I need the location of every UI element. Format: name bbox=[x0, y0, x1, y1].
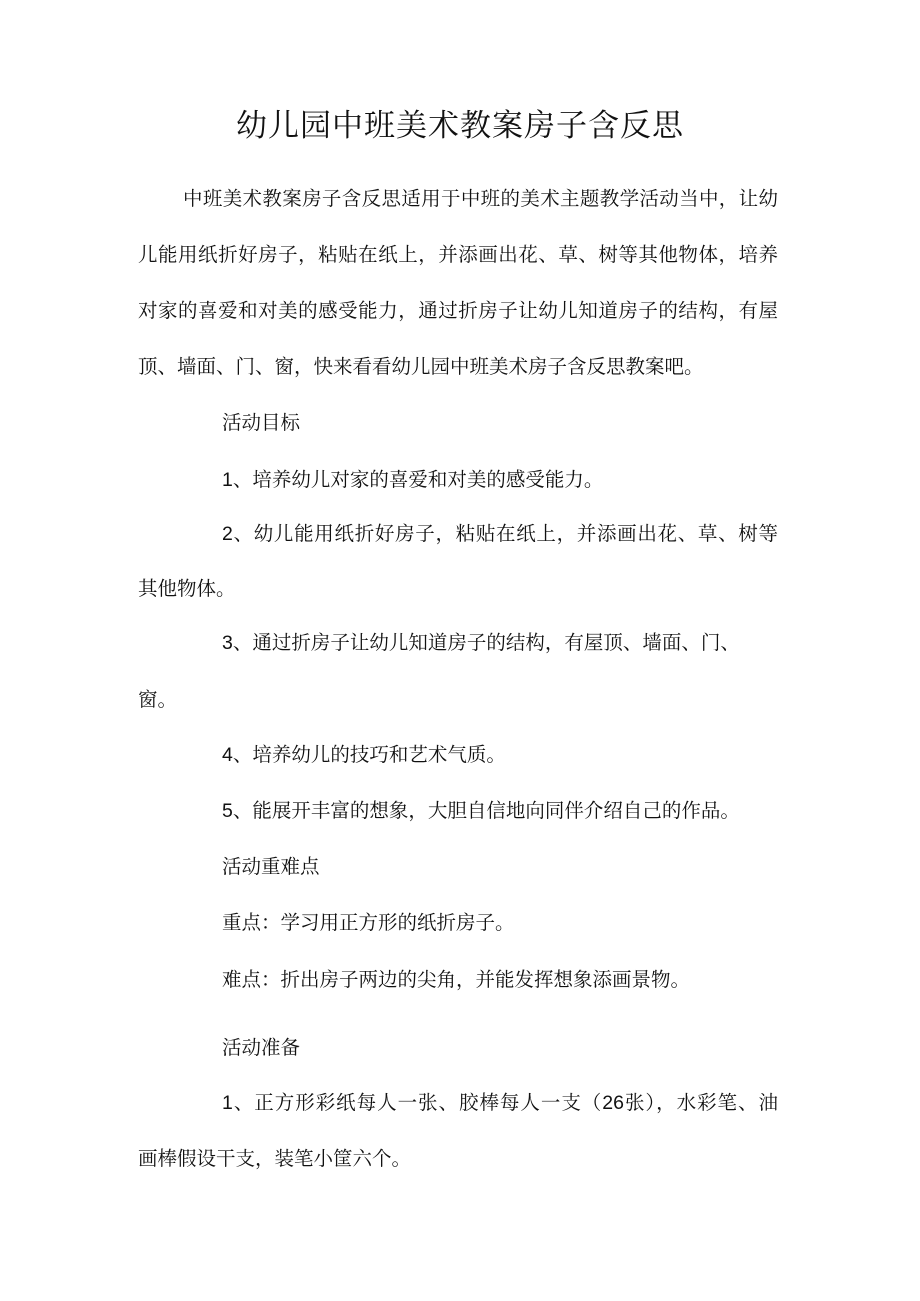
prep-number: 1 bbox=[222, 1092, 233, 1114]
intro-line-3: 对家的喜爱和对美的感受能力，通过折房子让幼儿知道房子的结构，有屋 bbox=[138, 299, 778, 322]
intro-line-2: 儿能用纸折好房子，粘贴在纸上，并添画出花、草、树等其他物体，培养 bbox=[138, 243, 778, 266]
prep-text-a: 、正方形彩纸每人一张、胶棒每人一支（ bbox=[232, 1091, 603, 1114]
goal-text: 、幼儿能用纸折好房子，粘贴在纸上，并添画出花、草、树等 bbox=[232, 522, 778, 545]
goal-item-2-continued: 其他物体。 bbox=[138, 577, 236, 600]
prep-count: 26 bbox=[602, 1092, 624, 1114]
goal-text: 、培养幼儿对家的喜爱和对美的感受能力。 bbox=[232, 468, 604, 491]
goal-number: 1 bbox=[222, 469, 233, 491]
goal-number: 3 bbox=[222, 632, 233, 654]
section-heading-goals: 活动目标 bbox=[222, 411, 301, 434]
goal-item-4 bbox=[222, 740, 506, 770]
goal-text: 、培养幼儿的技巧和艺术气质。 bbox=[232, 743, 506, 766]
goal-item-3-continued: 窗。 bbox=[138, 688, 178, 711]
section-heading-key-points: 活动重难点 bbox=[222, 855, 320, 878]
key-point-text: 重点：学习用正方形的纸折房子。 bbox=[222, 911, 515, 934]
goal-number: 2 bbox=[222, 523, 233, 545]
goal-text: 、通过折房子让幼儿知道房子的结构，有屋顶、墙面、门、 bbox=[232, 631, 740, 654]
prep-item-1 bbox=[222, 1088, 778, 1118]
goal-item-5 bbox=[222, 796, 740, 826]
goal-item-1 bbox=[222, 465, 603, 495]
prep-item-1-continued: 画棒假设干支，装笔小筐六个。 bbox=[138, 1147, 412, 1170]
difficulty-text: 难点：折出房子两边的尖角，并能发挥想象添画景物。 bbox=[222, 968, 691, 991]
page-title: 幼儿园中班美术教案房子含反思 bbox=[236, 108, 684, 144]
goal-number: 5 bbox=[222, 800, 233, 822]
prep-text-b: 张），水彩笔、油 bbox=[623, 1091, 778, 1114]
intro-line-1: 中班美术教案房子含反思适用于中班的美术主题教学活动当中，让幼 bbox=[183, 187, 778, 210]
intro-line-4: 顶、墙面、门、窗，快来看看幼儿园中班美术房子含反思教案吧。 bbox=[138, 355, 704, 378]
goal-item-2 bbox=[222, 519, 778, 549]
goal-text: 、能展开丰富的想象，大胆自信地向同伴介绍自己的作品。 bbox=[232, 799, 740, 822]
goal-number: 4 bbox=[222, 744, 233, 766]
goal-item-3 bbox=[222, 628, 740, 658]
section-heading-preparation: 活动准备 bbox=[222, 1036, 301, 1059]
